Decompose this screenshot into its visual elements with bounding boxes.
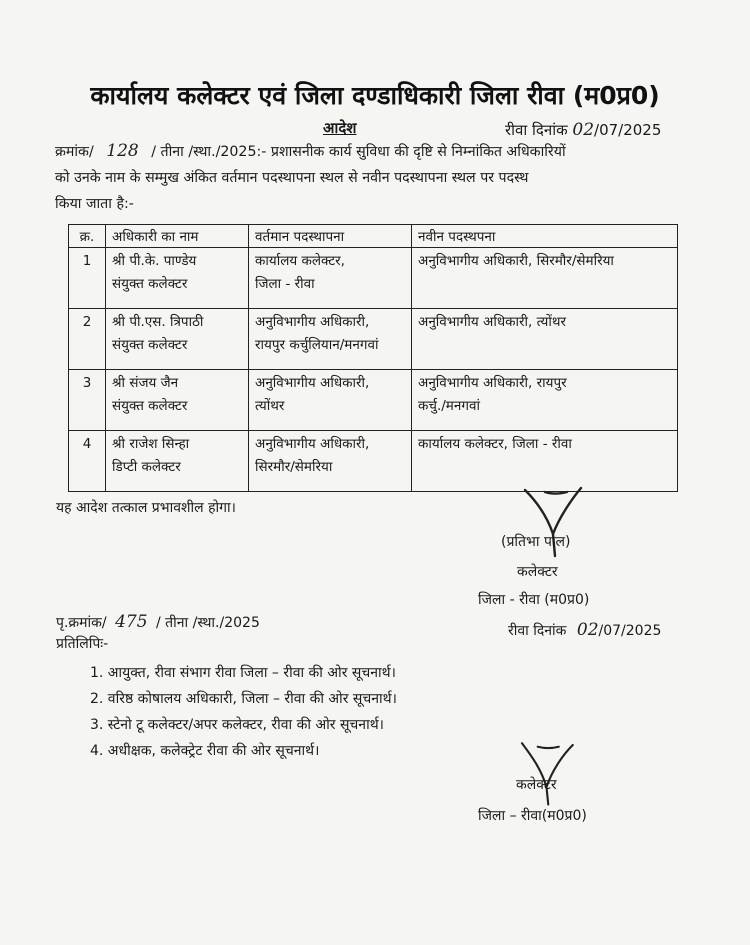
signatory-place-2: जिला – रीवा(म0प्र0) xyxy=(478,808,587,824)
current-posting-line1: अनुविभागीय अधिकारी, xyxy=(255,375,370,391)
header-serial: क्र. xyxy=(69,225,106,248)
row-new-posting xyxy=(412,248,678,309)
list-item: 3. स्टेनो टू कलेक्टर/अपर कलेक्टर, रीवा की ओर सूचनार्थ। xyxy=(90,717,384,733)
signatory-name: (प्रतिभा पाल) xyxy=(501,534,571,550)
row-serial: 3 xyxy=(69,370,106,431)
new-posting-line1: अनुविभागीय अधिकारी, सिरमौर/सेमरिया xyxy=(418,253,614,269)
current-posting-line1: कार्यालय कलेक्टर, xyxy=(255,253,345,269)
row-officer xyxy=(106,309,249,370)
list-item: 1. आयुक्त, रीवा संभाग रीवा जिला – रीवा की ओर सूचनार्थ। xyxy=(90,665,396,681)
row-officer xyxy=(106,370,249,431)
officer-name: श्री पी.के. पाण्डेय xyxy=(112,253,197,269)
current-posting-line2: सिरमौर/सेमरिया xyxy=(255,459,333,475)
officer-name: श्री पी.एस. त्रिपाठी xyxy=(112,314,204,330)
endorsement-date-day: 02 xyxy=(576,620,599,640)
transfer-table xyxy=(68,224,678,492)
list-item: 4. अधीक्षक, कलेक्ट्रेट रीवा की ओर सूचनार्थ। xyxy=(90,743,320,759)
intro-line-1-rest: / तीना /स्था./2025:- प्रशासनीक कार्य सुविधा की दृष्टि से निम्नांकित अधिकारियों xyxy=(151,144,566,160)
officer-designation: संयुक्त कलेक्टर xyxy=(112,276,188,292)
header-new-posting: नवीन पदस्थपना xyxy=(412,225,678,248)
row-current-posting xyxy=(249,309,412,370)
order-date-rest: /07/2025 xyxy=(594,121,662,139)
new-posting-line1: अनुविभागीय अधिकारी, रायपुर xyxy=(418,375,567,391)
table-row xyxy=(69,309,678,370)
order-date-day: 02 xyxy=(572,120,595,140)
office-title: कार्यालय कलेक्टर एवं जिला दण्डाधिकारी जिला रीवा (म0प्र0) xyxy=(90,81,660,110)
row-new-posting xyxy=(412,309,678,370)
row-current-posting xyxy=(249,431,412,492)
signatory-designation-2: कलेक्टर xyxy=(516,777,557,793)
table-row xyxy=(69,248,678,309)
row-new-posting xyxy=(412,370,678,431)
row-officer xyxy=(106,248,249,309)
intro-line-2: को उनके नाम के सम्मुख अंकित वर्तमान पदस्थापना स्थल से नवीन पदस्थापना स्थल पर पदस्थ xyxy=(55,170,529,186)
order-date-prefix: रीवा दिनांक xyxy=(505,121,568,139)
table-header-row xyxy=(69,225,678,248)
endorsement-date xyxy=(508,620,661,640)
endorsement-date-prefix: रीवा दिनांक xyxy=(508,623,567,639)
signatory-place: जिला - रीवा (म0प्र0) xyxy=(478,592,590,608)
endorsement-number-handwritten: 475 xyxy=(115,612,148,632)
current-posting-line2: त्योंथर xyxy=(255,398,285,414)
header-current-posting: वर्तमान पदस्थापना xyxy=(249,225,412,248)
current-posting-line1: अनुविभागीय अधिकारी, xyxy=(255,314,370,330)
row-current-posting xyxy=(249,370,412,431)
officer-designation: संयुक्त कलेक्टर xyxy=(112,398,188,414)
officer-name: श्री राजेश सिन्हा xyxy=(112,436,190,452)
new-posting-line2: कर्चु./मनगवां xyxy=(418,398,480,414)
current-posting-line2: जिला - रीवा xyxy=(255,276,315,292)
officer-name: श्री संजय जैन xyxy=(112,375,179,391)
signature-mark xyxy=(515,738,585,808)
copy-recipient-list xyxy=(90,660,397,764)
current-posting-line1: अनुविभागीय अधिकारी, xyxy=(255,436,370,452)
intro-line-1 xyxy=(55,138,685,165)
effect-statement: यह आदेश तत्काल प्रभावशील होगा। xyxy=(56,500,236,516)
list-item: 2. वरिष्ठ कोषालय अधिकारी, जिला – रीवा की ओर सूचनार्थ। xyxy=(90,691,397,707)
endorsement-number-prefix: पृ.क्रमांक/ xyxy=(56,615,107,631)
order-date xyxy=(505,120,661,140)
officer-designation: डिप्टी कलेक्टर xyxy=(112,459,181,475)
intro-paragraph xyxy=(55,138,685,217)
officer-designation: संयुक्त कलेक्टर xyxy=(112,337,188,353)
order-heading: आदेश xyxy=(323,119,357,137)
endorsement-date-rest: /07/2025 xyxy=(598,623,662,639)
new-posting-line1: अनुविभागीय अधिकारी, त्योंथर xyxy=(418,314,566,330)
copy-label: प्रतिलिपिः- xyxy=(56,636,109,652)
signatory-designation: कलेक्टर xyxy=(517,564,558,580)
endorsement-number-rest: / तीना /स्था./2025 xyxy=(155,615,260,631)
endorsement-number xyxy=(56,612,260,632)
row-serial: 2 xyxy=(69,309,106,370)
header-officer-name: अधिकारी का नाम xyxy=(106,225,249,248)
order-number-prefix: क्रमांक/ xyxy=(55,144,94,160)
order-number-handwritten: 128 xyxy=(106,141,139,161)
intro-line-3: किया जाता है:- xyxy=(55,196,134,212)
row-serial: 4 xyxy=(69,431,106,492)
row-serial: 1 xyxy=(69,248,106,309)
table-row xyxy=(69,370,678,431)
row-current-posting xyxy=(249,248,412,309)
row-officer xyxy=(106,431,249,492)
new-posting-line1: कार्यालय कलेक्टर, जिला - रीवा xyxy=(418,436,572,452)
current-posting-line2: रायपुर कर्चुलियान/मनगवां xyxy=(255,337,379,353)
